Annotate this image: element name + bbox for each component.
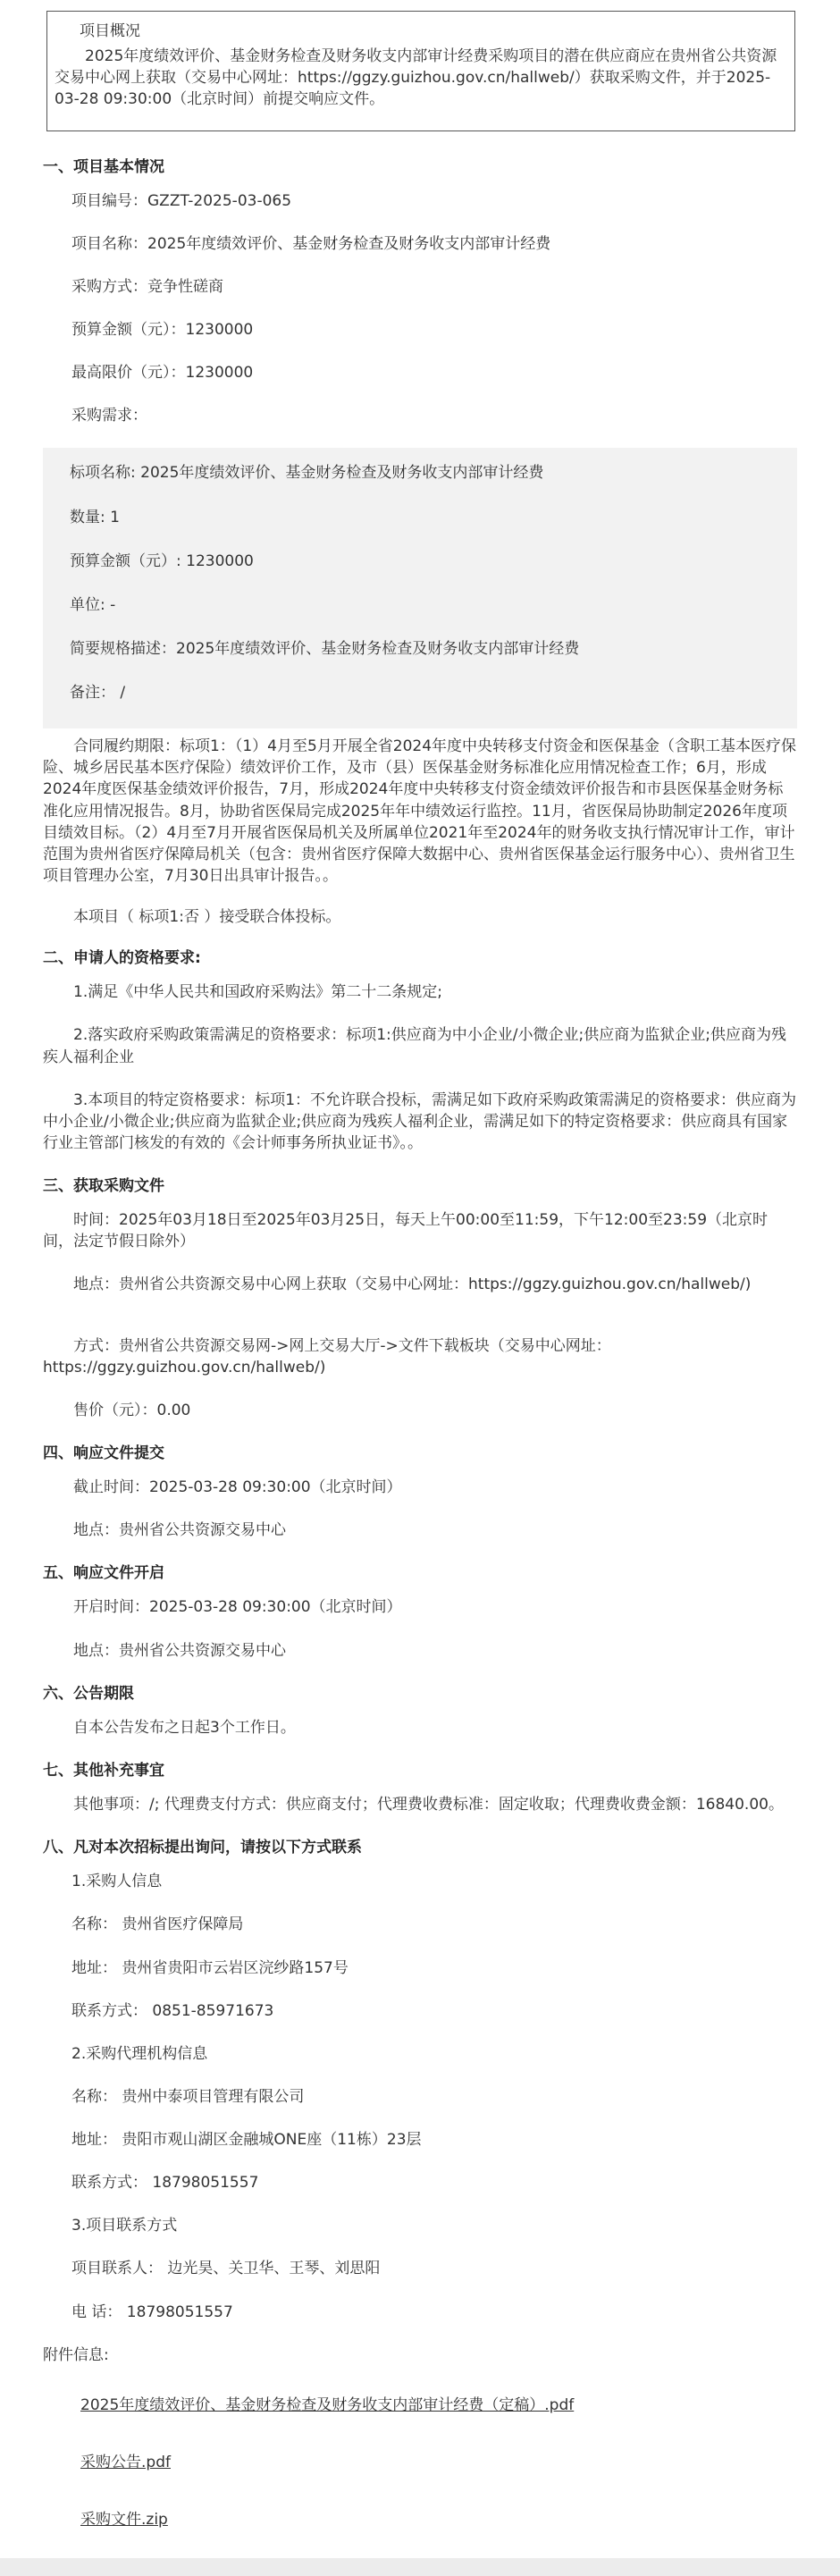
footer-bar (0, 2558, 840, 2576)
section-notice-period-title: 六、公告期限 (43, 1684, 134, 1703)
section-basic-info-title: 一、项目基本情况 (43, 157, 164, 176)
project-contact-phone: 电 话： 18798051557 (71, 2302, 233, 2321)
procurement-method: 采购方式：竞争性磋商 (71, 277, 223, 296)
project-number: 项目编号：GZZT-2025-03-065 (71, 191, 292, 210)
lot-name: 标项名称: 2025年度绩效评价、基金财务检查及财务收支内部审计经费 (70, 464, 544, 483)
section-other-matters-title: 七、其他补充事宜 (43, 1761, 164, 1780)
buyer-name: 名称： 贵州省医疗保障局 (71, 1915, 244, 1934)
buyer-address: 地址： 贵州省贵阳市云岩区浣纱路157号 (71, 1958, 349, 1977)
obtain-way: 方式：贵州省公共资源交易网->网上交易大厅->文件下载板块（交易中心网址：https://ggzy.guizhou.gov.cn/hallweb/) (43, 1336, 611, 1376)
section-obtain-docs-title: 三、获取采购文件 (43, 1177, 164, 1195)
lot-unit: 单位: - (70, 595, 116, 614)
lot-budget: 预算金额（元）: 1230000 (70, 551, 254, 570)
qualification-req-2: 2.落实政府采购政策需满足的资格要求：标项1:供应商为中小企业/小微企业;供应商为监狱企业;供应商为残疾人福利企业 (43, 1026, 786, 1066)
opening-place: 地点：贵州省公共资源交易中心 (73, 1641, 286, 1660)
section-opening-title: 五、响应文件开启 (43, 1564, 164, 1583)
section-contact-title: 八、凡对本次招标提出询问，请按以下方式联系 (43, 1839, 362, 1857)
attachment-link-announcement-pdf[interactable]: 采购公告.pdf (80, 2453, 171, 2471)
project-name: 项目名称：2025年度绩效评价、基金财务检查及财务收支内部审计经费 (71, 234, 551, 253)
qualification-req-1: 1.满足《中华人民共和国政府采购法》第二十二条规定; (73, 983, 442, 1002)
joint-bid-note: 本项目（ 标项1:否 ）接受联合体投标。 (73, 908, 341, 926)
agency-address: 地址： 贵阳市观山湖区金融城ONE座（11栋）23层 (71, 2131, 422, 2149)
agency-info-heading: 2.采购代理机构信息 (71, 2044, 208, 2063)
obtain-place: 地点：贵州省公共资源交易中心网上获取（交易中心网址：https://ggzy.guizhou.gov.cn/hallweb/) (73, 1275, 752, 1294)
agency-name: 名称： 贵州中泰项目管理有限公司 (71, 2087, 305, 2106)
qualification-req-3: 3.本项目的特定资格要求：标项1：不允许联合投标，需满足如下政府采购政策需满足的资格要求：供应商为中小企业/小微企业;供应商为监狱企业;供应商为残疾人福利企业，需满足如下的特定资格要求：供应商具有国家行业主管部门核发的有效的《会计师事务所执业证书》。。 (43, 1090, 797, 1152)
opening-time: 开启时间：2025-03-28 09:30:00（北京时间） (73, 1598, 402, 1617)
max-price: 最高限价（元）：1230000 (71, 364, 254, 383)
section-qualification-title: 二、申请人的资格要求: (43, 949, 201, 968)
contract-period: 合同履约期限：标项1：（1）4月至5月开展全省2024年度中央转移支付资金和医保基金（含职工基本医疗保险、城乡居民基本医疗保险）绩效评价工作，及市（县）医保基金财务标准化应用情况检查工作；6月，形成2024年度医保基金绩效评价报告，7月，形成2024年度中央转移支付资金绩效评价报告和市县医保基金财务标准化应用情况报告。8月，协助省医保局完成2025年年中绩效运行监控。11月，省医保局协助制定2026年度项目绩效目标。（2）4月至7月开展省医保局机关及所属单位2021年至2024年的财务收支执行情况审计工作，审计范围为贵州省医疗保障局机关（包含：贵州省医疗保障大数据中心、贵州省医保基金运行服务中心）、贵州省卫生项目管理办公室，7月30日出具审计报告。。 (43, 737, 797, 885)
attachments-label: 附件信息: (43, 2345, 109, 2364)
project-contact-people: 项目联系人： 边光昊、关卫华、王琴、刘思阳 (71, 2260, 381, 2278)
overview-text: 2025年度绩效评价、基金财务检查及财务收支内部审计经费采购项目的潜在供应商应在贵州省公共资源交易中心网上获取（交易中心网址：https://ggzy.guizhou.gov.cn/hallweb/）获取采购文件，并于2025-03-28 09:30:00（北京时间）前提交响应文件。 (55, 47, 777, 109)
obtain-price: 售价（元）：0.00 (73, 1401, 191, 1419)
overview-title: 项目概况 (80, 22, 140, 40)
lot-details-box (43, 448, 797, 728)
budget-amount: 预算金额（元）：1230000 (71, 321, 254, 339)
procurement-demand-label: 采购需求： (71, 407, 147, 425)
attachment-link-final-pdf[interactable]: 2025年度绩效评价、基金财务检查及财务收支内部审计经费（定稿）.pdf (80, 2395, 575, 2414)
lot-remark: 备注： / (70, 684, 126, 702)
project-contact-heading: 3.项目联系方式 (71, 2217, 178, 2235)
project-overview-box (46, 11, 795, 131)
lot-quantity: 数量: 1 (70, 508, 120, 526)
obtain-time: 时间：2025年03月18日至2025年03月25日，每天上午00:00至11:59，下午12:00至23:59（北京时间，法定节假日除外） (43, 1211, 769, 1251)
agency-contact: 联系方式： 18798051557 (71, 2174, 259, 2193)
other-matters-text: 其他事项：/; 代理费支付方式：供应商支付；代理费收费标准：固定收取；代理费收费金额：16840.00。 (73, 1796, 784, 1814)
buyer-info-heading: 1.采购人信息 (71, 1873, 163, 1891)
submission-place: 地点：贵州省公共资源交易中心 (73, 1521, 286, 1540)
notice-period-text: 自本公告发布之日起3个工作日。 (73, 1718, 296, 1737)
submission-deadline: 截止时间：2025-03-28 09:30:00（北京时间） (73, 1478, 402, 1496)
lot-spec: 简要规格描述：2025年度绩效评价、基金财务检查及财务收支内部审计经费 (70, 639, 580, 658)
attachment-link-procurement-zip[interactable]: 采购文件.zip (80, 2511, 168, 2529)
buyer-contact: 联系方式： 0851-85971673 (71, 2001, 274, 2020)
section-submission-title: 四、响应文件提交 (43, 1444, 164, 1462)
